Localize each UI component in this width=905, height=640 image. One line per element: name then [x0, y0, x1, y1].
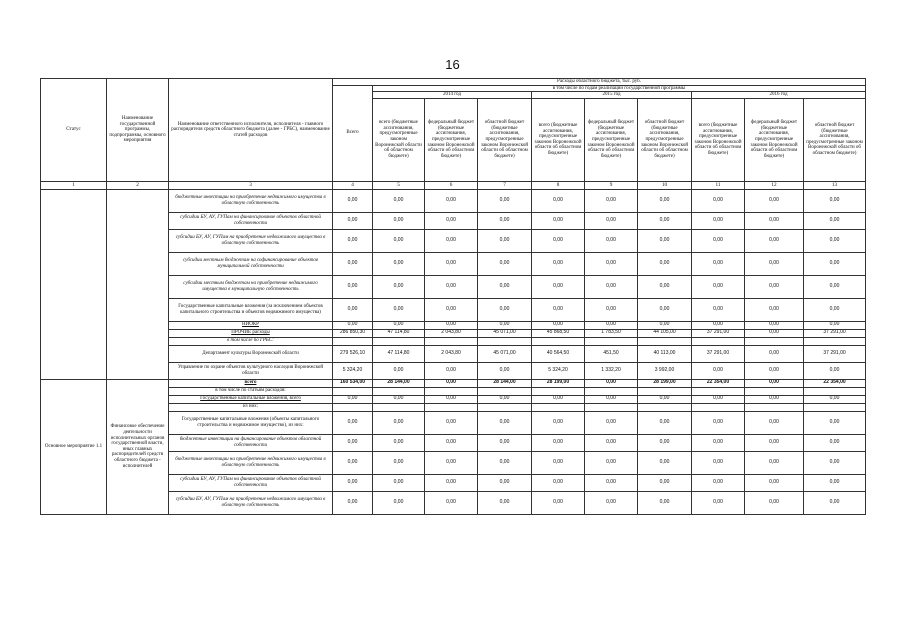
value-cell: [478, 403, 532, 411]
value-cell: 0,00: [638, 491, 692, 514]
value-cell: 0,00: [745, 321, 804, 329]
column-number: 12: [745, 181, 804, 189]
value-cell: 0,00: [585, 451, 638, 474]
value-cell: 0,00: [373, 229, 425, 252]
value-cell: [745, 387, 804, 395]
value-cell: 0,00: [425, 298, 478, 321]
header-source-reg: областной бюджет (бюджетные ассигнования, предусмотренные законом Воронежской области об областном бюджете): [478, 98, 532, 181]
row-label: субсидии БУ, АУ, ГУПам на финансирование объектов областной собственности: [169, 474, 333, 491]
value-cell: 0,00: [638, 411, 692, 434]
value-cell: 47 114,80: [373, 345, 425, 362]
value-cell: 0,00: [638, 395, 692, 403]
row-label: бюджетные инвестиции на финансирование объектов областной собственности: [169, 434, 333, 451]
column-number: 1: [41, 181, 107, 189]
value-cell: [373, 403, 425, 411]
value-cell: 0,00: [745, 229, 804, 252]
value-cell: 44 105,00: [638, 329, 692, 337]
value-cell: 0,00: [585, 229, 638, 252]
value-cell: 2 043,80: [425, 345, 478, 362]
value-cell: [425, 337, 478, 345]
row-label: НИОКР: [169, 321, 333, 329]
value-cell: 0,00: [425, 252, 478, 275]
value-cell: 0,00: [425, 275, 478, 298]
value-cell: 28 144,00: [373, 379, 425, 387]
header-source-reg: областной бюджет (бюджетные ассигнования, предусмотренные законом Воронежской области об областном бюджете): [638, 98, 692, 181]
value-cell: [692, 403, 745, 411]
value-cell: 0,00: [425, 451, 478, 474]
value-cell: 0,00: [745, 395, 804, 403]
column-number: 3: [169, 181, 333, 189]
value-cell: 0,00: [532, 275, 585, 298]
value-cell: 0,00: [425, 229, 478, 252]
value-cell: 0,00: [532, 229, 585, 252]
value-cell: 0,00: [692, 321, 745, 329]
value-cell: 0,00: [804, 451, 866, 474]
value-cell: 0,00: [333, 252, 373, 275]
value-cell: 0,00: [373, 275, 425, 298]
column-number: 11: [692, 181, 745, 189]
value-cell: 0,00: [585, 474, 638, 491]
value-cell: [585, 337, 638, 345]
value-cell: 22 354,00: [804, 379, 866, 387]
value-cell: 0,00: [585, 491, 638, 514]
value-cell: 0,00: [532, 434, 585, 451]
value-cell: 0,00: [804, 298, 866, 321]
value-cell: 0,00: [478, 451, 532, 474]
value-cell: 0,00: [478, 275, 532, 298]
value-cell: 37 291,00: [804, 345, 866, 362]
value-cell: 0,00: [585, 252, 638, 275]
row-label: бюджетные инвестиции на приобретение недвижимого имущества в областную собственность: [169, 189, 333, 212]
value-cell: 0,00: [333, 298, 373, 321]
value-cell: [425, 387, 478, 395]
value-cell: 0,00: [804, 411, 866, 434]
header-source-all: всего (бюджетные ассигнования, предусмотренные законом Воронежской области об областном бюджете): [373, 98, 425, 181]
value-cell: 0,00: [638, 451, 692, 474]
header-year: 2014 год: [373, 92, 532, 99]
value-cell: 0,00: [585, 298, 638, 321]
row-label: в том числе по ГРБС:: [169, 337, 333, 345]
value-cell: 0,00: [804, 229, 866, 252]
value-cell: 0,00: [425, 491, 478, 514]
value-cell: 0,00: [333, 434, 373, 451]
value-cell: 0,00: [333, 189, 373, 212]
value-cell: 0,00: [373, 434, 425, 451]
column-number: 4: [333, 181, 373, 189]
value-cell: 5 324,20: [333, 362, 373, 379]
value-cell: 0,00: [532, 474, 585, 491]
value-cell: [638, 337, 692, 345]
row-label: бюджетные инвестиции на приобретение недвижимого имущества в областную собственность: [169, 451, 333, 474]
value-cell: 37 291,00: [692, 329, 745, 337]
value-cell: 0,00: [478, 189, 532, 212]
header-year: 2015 год: [532, 92, 692, 99]
value-cell: [425, 403, 478, 411]
value-cell: 0,00: [478, 229, 532, 252]
column-number: 10: [638, 181, 692, 189]
header-total: Всего: [333, 85, 373, 181]
value-cell: 0,00: [745, 329, 804, 337]
value-cell: 0,00: [745, 189, 804, 212]
value-cell: 451,50: [585, 345, 638, 362]
value-cell: 160 534,00: [333, 379, 373, 387]
value-cell: [478, 387, 532, 395]
value-cell: 0,00: [585, 321, 638, 329]
value-cell: 0,00: [804, 395, 866, 403]
header-source-reg: областной бюджет (бюджетные ассигнования, предусмотренные законом Воронежской области об областном бюджете): [804, 98, 866, 181]
value-cell: 0,00: [585, 434, 638, 451]
value-cell: [804, 403, 866, 411]
value-cell: 5 324,20: [532, 362, 585, 379]
value-cell: 0,00: [585, 212, 638, 229]
value-cell: 0,00: [638, 434, 692, 451]
value-cell: 0,00: [532, 212, 585, 229]
value-cell: 0,00: [333, 275, 373, 298]
value-cell: 0,00: [532, 451, 585, 474]
value-cell: 0,00: [638, 212, 692, 229]
value-cell: 0,00: [425, 362, 478, 379]
column-number: 5: [373, 181, 425, 189]
table-row: [41, 379, 866, 387]
value-cell: 0,00: [478, 491, 532, 514]
value-cell: 0,00: [745, 451, 804, 474]
column-number: 9: [585, 181, 638, 189]
value-cell: 0,00: [373, 491, 425, 514]
row-label: в том числе по статьям расходов:: [169, 387, 333, 395]
row-label: Государственные капитальные вложения, всего: [169, 395, 333, 403]
value-cell: 0,00: [692, 474, 745, 491]
value-cell: 0,00: [638, 252, 692, 275]
value-cell: 0,00: [585, 395, 638, 403]
value-cell: [333, 387, 373, 395]
row-label: субсидии БУ, АУ, ГУПам на приобретение недвижимого имущества в областную собственность: [169, 491, 333, 514]
column-number: 2: [107, 181, 169, 189]
value-cell: 0,00: [804, 491, 866, 514]
section-name: Финансовое обеспечение деятельности исполнительных органов государственной власти, иных главных распорядителей средств областного бюджета - исполнителей: [107, 379, 169, 514]
value-cell: [333, 403, 373, 411]
header-executor: Наименование ответственного исполнителя, исполнителя - главного распорядителя средств областного бюджета (далее - ГРБС), наименование статей расходов: [169, 79, 333, 182]
value-cell: 0,00: [745, 434, 804, 451]
header-source-fed: федеральный бюджет (бюджетные ассигнования, предусмотренные законом Воронежской области об областном бюджете): [745, 98, 804, 181]
row-label: всего: [169, 379, 333, 387]
value-cell: 0,00: [425, 434, 478, 451]
column-number: 13: [804, 181, 866, 189]
value-cell: [745, 337, 804, 345]
value-cell: 45 868,50: [532, 329, 585, 337]
value-cell: 0,00: [373, 212, 425, 229]
value-cell: 28 199,00: [532, 379, 585, 387]
value-cell: 286 850,30: [333, 329, 373, 337]
value-cell: 0,00: [478, 474, 532, 491]
status-cell: [41, 189, 107, 379]
row-label: из них:: [169, 403, 333, 411]
value-cell: 0,00: [532, 491, 585, 514]
row-label: субсидии БУ, АУ, ГУПам на финансирование объектов областной собственности: [169, 212, 333, 229]
value-cell: 0,00: [692, 189, 745, 212]
value-cell: [585, 387, 638, 395]
value-cell: 0,00: [532, 189, 585, 212]
value-cell: 0,00: [478, 395, 532, 403]
value-cell: 0,00: [373, 321, 425, 329]
value-cell: [692, 337, 745, 345]
header-year: 2016 год: [692, 92, 866, 99]
value-cell: 0,00: [425, 321, 478, 329]
value-cell: 28 144,00: [478, 379, 532, 387]
value-cell: 0,00: [745, 491, 804, 514]
value-cell: 45 071,00: [478, 329, 532, 337]
value-cell: 47 114,80: [373, 329, 425, 337]
value-cell: [373, 387, 425, 395]
value-cell: 0,00: [745, 474, 804, 491]
value-cell: 0,00: [373, 362, 425, 379]
row-label: ПРОЧИЕ расходы: [169, 329, 333, 337]
value-cell: 0,00: [745, 362, 804, 379]
value-cell: 0,00: [745, 379, 804, 387]
value-cell: 0,00: [585, 275, 638, 298]
value-cell: 0,00: [333, 321, 373, 329]
value-cell: 0,00: [804, 474, 866, 491]
value-cell: 0,00: [333, 474, 373, 491]
value-cell: 0,00: [804, 362, 866, 379]
value-cell: 279 526,10: [333, 345, 373, 362]
value-cell: 0,00: [745, 298, 804, 321]
value-cell: 0,00: [692, 298, 745, 321]
value-cell: 0,00: [532, 252, 585, 275]
value-cell: 0,00: [373, 189, 425, 212]
value-cell: 0,00: [333, 451, 373, 474]
value-cell: 0,00: [745, 411, 804, 434]
value-cell: [532, 387, 585, 395]
value-cell: 0,00: [425, 212, 478, 229]
value-cell: 0,00: [745, 212, 804, 229]
value-cell: 0,00: [638, 275, 692, 298]
header-source-fed: федеральный бюджет (бюджетные ассигнования, предусмотренные законом Воронежской области об областном бюджете): [425, 98, 478, 181]
value-cell: 0,00: [425, 379, 478, 387]
header-source-fed: федеральный бюджет (бюджетные ассигнования, предусмотренные законом Воронежской области об областном бюджете): [585, 98, 638, 181]
value-cell: 0,00: [532, 298, 585, 321]
value-cell: 0,00: [638, 189, 692, 212]
value-cell: 0,00: [333, 395, 373, 403]
value-cell: 0,00: [692, 275, 745, 298]
value-cell: 0,00: [373, 411, 425, 434]
header-status: Статус: [41, 79, 107, 182]
row-label: Государственные капитальные вложения (объекты капитального строительства и недвижимое имущество), из них:: [169, 411, 333, 434]
value-cell: [532, 337, 585, 345]
value-cell: 0,00: [638, 229, 692, 252]
value-cell: [532, 403, 585, 411]
value-cell: 0,00: [373, 298, 425, 321]
header-program-name: Наименование государственной программы, подпрограммы, основного мероприятия: [107, 79, 169, 182]
value-cell: [585, 403, 638, 411]
value-cell: 0,00: [585, 411, 638, 434]
value-cell: 0,00: [373, 451, 425, 474]
value-cell: 0,00: [373, 474, 425, 491]
value-cell: 0,00: [745, 275, 804, 298]
row-label: субсидии БУ, АУ, ГУПам на приобретение недвижимого имущества в областную собственность: [169, 229, 333, 252]
value-cell: 0,00: [804, 434, 866, 451]
table-row: [41, 189, 866, 212]
table-body: [41, 189, 866, 514]
value-cell: 0,00: [478, 434, 532, 451]
value-cell: 0,00: [333, 411, 373, 434]
value-cell: 1 783,50: [585, 329, 638, 337]
value-cell: 0,00: [692, 229, 745, 252]
value-cell: 0,00: [425, 411, 478, 434]
value-cell: 0,00: [333, 491, 373, 514]
value-cell: 0,00: [692, 252, 745, 275]
value-cell: 1 332,20: [585, 362, 638, 379]
value-cell: 0,00: [804, 189, 866, 212]
value-cell: [804, 337, 866, 345]
program-cell: [107, 189, 169, 379]
value-cell: 0,00: [373, 252, 425, 275]
value-cell: 0,00: [692, 434, 745, 451]
value-cell: 0,00: [478, 298, 532, 321]
value-cell: 0,00: [692, 491, 745, 514]
value-cell: 0,00: [478, 411, 532, 434]
value-cell: 0,00: [478, 362, 532, 379]
section-status: Основное мероприятие 1.1: [41, 379, 107, 514]
value-cell: 40 113,00: [638, 345, 692, 362]
header-source-all: всего (бюджетные ассигнования, предусмотренные законом Воронежской области об областном бюджете): [692, 98, 745, 181]
row-label: Департамент культуры Воронежской области: [169, 345, 333, 362]
value-cell: 22 354,00: [692, 379, 745, 387]
value-cell: 0,00: [692, 212, 745, 229]
value-cell: 0,00: [692, 395, 745, 403]
value-cell: 28 199,00: [638, 379, 692, 387]
value-cell: 0,00: [692, 451, 745, 474]
value-cell: 0,00: [585, 379, 638, 387]
value-cell: 0,00: [532, 411, 585, 434]
value-cell: 37 291,00: [692, 345, 745, 362]
column-number: 7: [478, 181, 532, 189]
value-cell: 0,00: [692, 411, 745, 434]
page-number: 16: [445, 57, 460, 72]
value-cell: 0,00: [638, 321, 692, 329]
value-cell: 0,00: [373, 395, 425, 403]
value-cell: 0,00: [425, 395, 478, 403]
column-numbers-row: [41, 181, 866, 189]
value-cell: 0,00: [745, 345, 804, 362]
value-cell: 0,00: [638, 474, 692, 491]
value-cell: 3 992,00: [638, 362, 692, 379]
value-cell: 0,00: [804, 252, 866, 275]
value-cell: 37 291,00: [804, 329, 866, 337]
value-cell: 0,00: [478, 212, 532, 229]
column-number: 8: [532, 181, 585, 189]
value-cell: 0,00: [692, 362, 745, 379]
header-expenses-title: Расходы областного бюджета, тыс. руб.: [333, 79, 866, 86]
row-label: субсидии местным бюджетам на софинансирование объектов муниципальной собственности: [169, 252, 333, 275]
value-cell: 0,00: [532, 321, 585, 329]
value-cell: 0,00: [804, 321, 866, 329]
value-cell: 2 043,80: [425, 329, 478, 337]
value-cell: [373, 337, 425, 345]
value-cell: 0,00: [333, 229, 373, 252]
value-cell: [638, 403, 692, 411]
value-cell: 0,00: [478, 321, 532, 329]
value-cell: [692, 387, 745, 395]
value-cell: 0,00: [532, 395, 585, 403]
value-cell: 0,00: [425, 189, 478, 212]
value-cell: 0,00: [478, 252, 532, 275]
row-label: Государственные капитальные вложения (за исключением объектов капитального строительства и объектов недвижимого имущества): [169, 298, 333, 321]
value-cell: 40 564,50: [532, 345, 585, 362]
value-cell: 0,00: [804, 275, 866, 298]
value-cell: [745, 403, 804, 411]
value-cell: 0,00: [585, 189, 638, 212]
value-cell: 0,00: [745, 252, 804, 275]
column-number: 6: [425, 181, 478, 189]
value-cell: 0,00: [804, 212, 866, 229]
value-cell: [478, 337, 532, 345]
value-cell: 0,00: [425, 474, 478, 491]
header-source-all: всего (бюджетные ассигнования, предусмотренные законом Воронежской области об областном бюджете): [532, 98, 585, 181]
value-cell: [804, 387, 866, 395]
value-cell: [638, 387, 692, 395]
value-cell: 45 071,00: [478, 345, 532, 362]
row-label: Управление по охране объектов культурного наследия Воронежской области: [169, 362, 333, 379]
table-header: [41, 79, 866, 190]
value-cell: 0,00: [638, 298, 692, 321]
row-label: субсидии местным бюджетам на приобретение недвижимого имущества в муниципальную собственность: [169, 275, 333, 298]
budget-table: [40, 78, 866, 515]
value-cell: [333, 337, 373, 345]
value-cell: 0,00: [333, 212, 373, 229]
header-by-years: в том числе по годам реализации государственной программы: [373, 85, 866, 92]
